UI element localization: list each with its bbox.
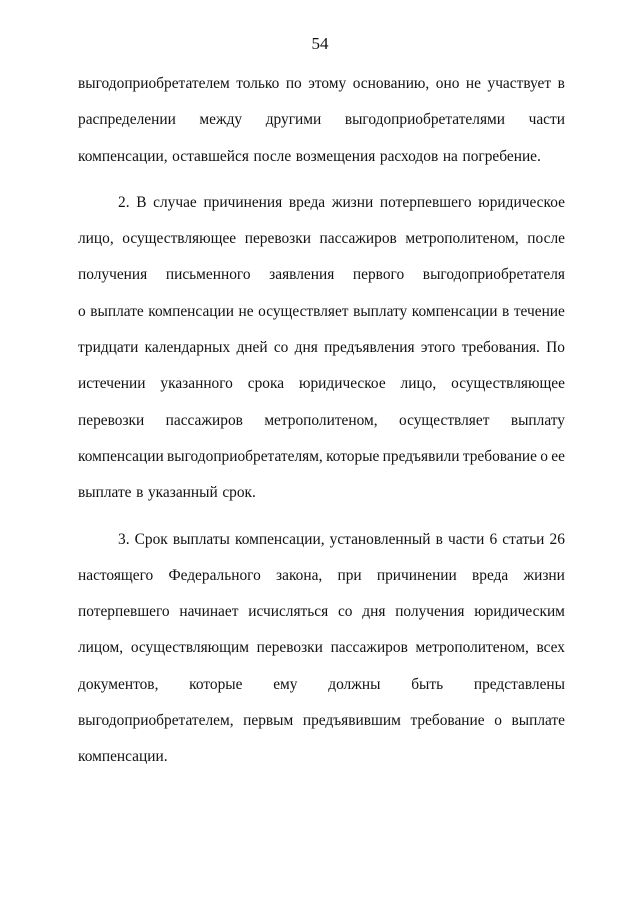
word: письменного [165,266,251,284]
word: компенсации [411,302,498,320]
word: выгодоприобретателям, [167,447,323,465]
word: возмещения [295,147,376,165]
word: на [442,147,458,165]
text-line [78,475,565,511]
word: не [465,75,481,92]
word: документов, [78,675,159,693]
text-line [78,257,565,293]
word: 2. [118,193,130,211]
word: перевозки [256,639,323,657]
word: первым [243,712,294,730]
paragraph-gap [78,175,565,185]
word: всех [536,639,565,657]
word: быть [411,675,444,693]
word: 26 [549,530,565,548]
word: причинения [203,193,283,211]
word: части [447,530,485,548]
word: 3. [118,530,130,548]
word: должны [328,675,381,693]
word: выплаты [172,530,230,548]
word: ему [273,675,298,693]
text-line [78,185,565,221]
word: первого [352,266,405,284]
word: пассажиров [165,411,243,429]
word: компенсации [148,302,234,320]
word: юридическое [478,193,565,211]
word: осуществляет [258,302,349,320]
word: потерпевшего [78,603,170,621]
word: выгодоприобретателями [344,111,506,129]
word: метрополитеном, [415,639,529,657]
word: истечении [78,375,146,393]
word: закона, [276,566,323,584]
text-line [78,630,565,666]
word: юридическим [474,603,565,621]
word: не [238,302,254,320]
text-line [78,522,565,558]
document-body [78,66,565,776]
paragraph [78,522,565,776]
word: перевозки [244,230,311,248]
word: настоящего [78,566,154,584]
text-line [78,66,565,102]
word: распределении [78,111,176,129]
word: которые [326,447,380,465]
paragraph [78,185,565,512]
text-line [78,221,565,257]
paragraph-gap [78,512,565,522]
word: вреда [472,566,509,584]
word: случае [153,193,197,211]
text-line [78,667,565,703]
word: метрополитеном, [405,230,519,248]
word: исчисляться [248,603,329,621]
word: этому [308,75,347,92]
text-line [78,594,565,630]
word: после [527,230,565,248]
word: осуществляющее [122,230,237,248]
word: при [337,566,362,584]
word: потерпевшего [379,193,472,211]
word: указанного [160,375,233,393]
text-line [78,294,565,330]
word: выплате [511,712,565,730]
text-line [78,102,565,138]
word: срок. [222,484,256,502]
word: лицом, [78,639,124,657]
word: предъявили [382,447,460,465]
word: между [199,111,243,129]
word: о [78,302,86,320]
word: дня [294,339,318,357]
word: пассажиров [330,639,408,657]
word: пассажиров [319,230,397,248]
word: течение [513,302,565,320]
word: По [546,339,565,357]
word: ее [551,447,565,465]
word: причинении [376,566,457,584]
word: календарных [144,339,231,357]
word: после [253,147,292,165]
word: жизни [331,193,374,211]
word: в [502,302,510,320]
word: статьи [502,530,545,548]
word: оно [435,75,460,92]
word: выгодоприобретателя [422,266,565,284]
word: осуществляет [399,411,490,429]
word: расходов [379,147,439,165]
text-line [78,139,565,175]
word: основанию, [352,75,430,92]
word: выплату [510,411,565,429]
word: В [136,193,147,211]
word: предъявившим [302,712,401,730]
word: участвует [487,75,552,92]
word: предъявления [324,339,415,357]
word: о [494,712,502,730]
word: тридцати [78,339,139,357]
word: о [540,447,548,465]
word: погребение. [462,147,541,165]
word: требование [410,712,485,730]
word: в [557,75,565,92]
word: получения [78,266,148,284]
word: выгодоприобретателем [78,75,230,92]
word: по [285,75,302,92]
word: жизни [523,566,565,584]
text-line [78,739,565,775]
word: требование [462,447,537,465]
word: Федерального [168,566,261,584]
word: Срок [134,530,168,548]
word: этого [420,339,456,357]
word: дня [362,603,386,621]
word: заявления [269,266,335,284]
word: установленный [329,530,431,548]
text-line [78,703,565,739]
word: вреда [288,193,326,211]
word: компенсации. [78,748,168,766]
word: лицо, [78,230,114,248]
word: в [136,484,144,502]
word: дней [236,339,268,357]
word: только [236,75,280,92]
text-line [78,366,565,402]
word: юридическое [298,375,386,393]
word: компенсации, [78,147,168,165]
word: которые [189,675,243,693]
word: начинает [179,603,239,621]
word: срока [247,375,285,393]
text-line [78,403,565,439]
word: в [435,530,443,548]
word: компенсации, [235,530,325,548]
text-line [78,330,565,366]
word: представлены [473,675,565,693]
word: компенсации [78,447,164,465]
word: выплату [353,302,408,320]
word: другими [265,111,322,129]
word: со [273,339,289,357]
word: со [337,603,353,621]
word: метрополитеном, [264,411,378,429]
page-number: 54 [311,34,329,53]
word: выплате [90,302,144,320]
word: осуществляющим [130,639,249,657]
word: 6 [489,530,498,548]
text-line [78,439,565,475]
word: осуществляющее [451,375,565,393]
text-line [78,558,565,594]
word: части [528,111,565,129]
word: указанный [147,484,218,502]
word: перевозки [78,411,145,429]
word: оставшейся [172,147,249,165]
word: выплате [78,484,132,502]
word: требования. [461,339,540,357]
word: получения [395,603,465,621]
paragraph [78,66,565,175]
word: лицо, [400,375,437,393]
word: выгодоприобретателем, [78,712,234,730]
